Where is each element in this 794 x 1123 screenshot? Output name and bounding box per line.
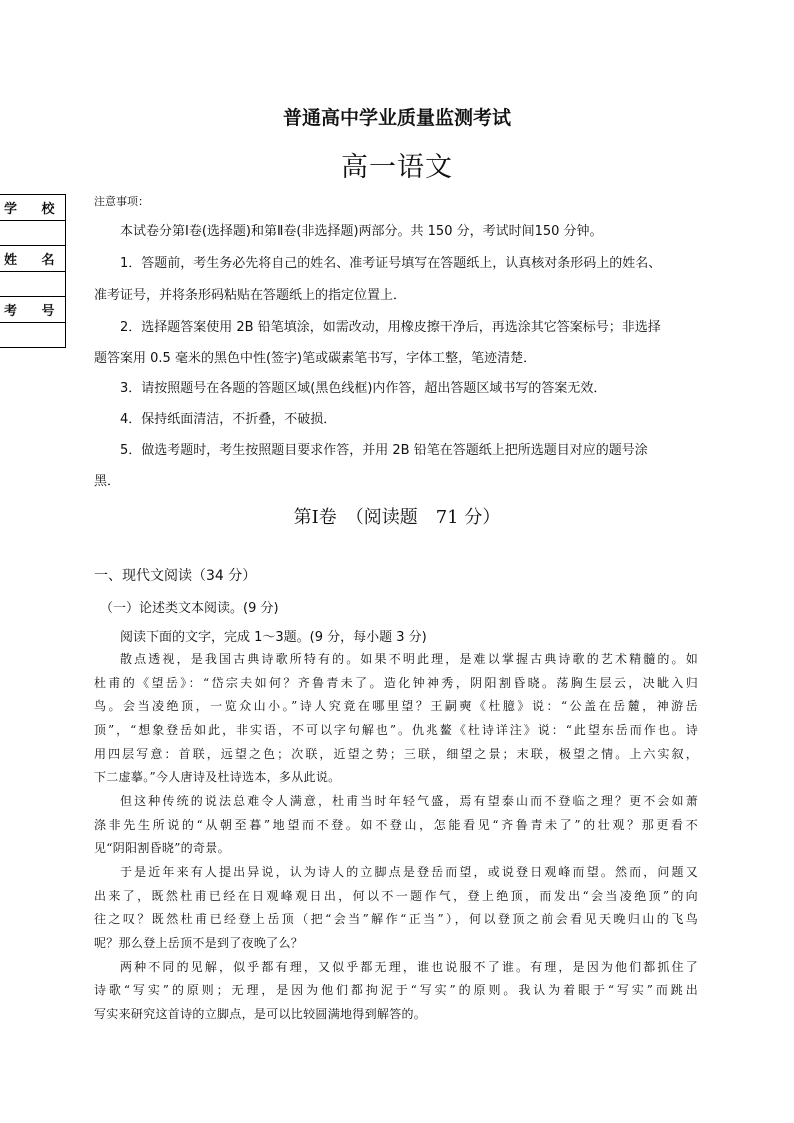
essay-line: 鸟。会当凌绝顶，一览众山小。”诗人究竟在哪里望？王嗣奭《杜臆》说：“公盖在岳麓，神游岳 [94,699,698,713]
notice-item-2-line-1: 2．选择题答案使用 2B 铅笔填涂，如需改动，用橡皮擦干净后，再选涂其它答案标号；非选择 [120,320,661,335]
essay-line: 往之叹？既然杜甫已经登上岳顶（把“会当”解作“正当”），何以登顶之前会看见天晚归山的飞鸟 [94,912,698,926]
notice-item-5-line-2: 黑． [94,474,121,489]
subpart-heading: （一）论述类文本阅读。(9 分) [100,601,279,616]
notice-item-3: 3．请按照题号在各题的答题区域(黑色线框)内作答，超出答题区域书写的答案无效． [120,381,607,396]
essay-line: 杜甫的《望岳》：“岱宗夫如何？齐鲁青未了。造化钟神秀，阴阳割昏晓。荡胸生层云，决眦入归 [94,676,698,690]
school-blank[interactable] [0,220,65,246]
essay-line: 写实来研究这首诗的立脚点，是可以比较圆满地得到解答的。 [94,1007,427,1021]
number-blank[interactable] [0,322,65,348]
notice-item-1-line-2: 准考证号，并将条形码粘贴在答题纸上的指定位置上． [94,288,407,303]
school-label: 学 校 [0,195,65,221]
name-blank[interactable] [0,271,65,297]
notice-intro: 本试卷分第Ⅰ卷(选择题)和第Ⅱ卷(非选择题)两部分。共 150 分，考试时间150 分钟。 [120,224,603,239]
name-label: 姓 名 [0,246,65,272]
essay-line: 下二虚摹。”今人唐诗及杜诗选本，多从此说。 [94,770,341,784]
number-label: 考 号 [0,297,65,323]
essay-line: 散点透视，是我国古典诗歌所特有的。如果不明此理，是难以掌握古典诗歌的艺术精髓的。如 [120,652,698,666]
essay-line: 出来了，既然杜甫已经在日观峰观日出，何以不一题作气，登上绝顶，而发出“会当凌绝顶”的向 [94,889,698,903]
essay-line: 涤非先生所说的“从朝至暮”地望而不登。如不登山，怎能看见“齐鲁青未了”的壮观？那更看不 [94,818,698,832]
essay-line: 见“阴阳割昏晓”的奇景。 [94,841,230,855]
student-info-table [0,194,66,348]
exam-title: 普通高中学业质量监测考试 [282,107,511,129]
notice-heading: 注意事项： [94,195,149,208]
notice-item-2-line-2: 题答案用 0.5 毫米的黑色中性(签字)笔或碳素笔书写，字体工整，笔迹清楚． [94,351,537,366]
notice-item-5-line-1: 5．做选考题时，考生按照题目要求作答，并用 2B 铅笔在答题纸上把所选题目对应的题号涂 [120,443,648,458]
essay-line: 诗歌“写实”的原则；无理，是因为他们都拘泥于“写实”的原则。我认为着眼于“写实”而跳出 [94,983,698,997]
reading-instruction: 阅读下面的文字，完成 1～3题。(9 分，每小题 3 分) [120,630,427,645]
section-title: 第Ⅰ卷 （阅读题 71 分） [293,507,501,528]
essay-line: 呢？那么登上岳顶不是到了夜晚了么？ [94,936,304,950]
part-heading: 一、现代文阅读（34 分） [94,568,257,584]
essay-line: 顶”，“想象登岳如此，非实语，不可以字句解也”。仇兆鳌《杜诗详注》说：“此望东岳而作也。诗 [94,723,698,737]
essay-line: 于是近年来有人提出异说，认为诗人的立脚点是登岳而望，或说登日观峰而望。然而，问题又 [120,865,698,879]
notice-item-1-line-1: 1．答题前，考生务必先将自己的姓名、准考证号填写在答题纸上，认真核对条形码上的姓名、 [120,256,662,271]
essay-line: 但这种传统的说法总难令人满意，杜甫当时年轻气盛，焉有望泰山而不登临之理？更不会如萧 [120,794,698,808]
essay-line: 两种不同的见解，似乎都有理，又似乎都无理，谁也说服不了谁。有理，是因为他们都抓住了 [120,960,698,974]
notice-item-4: 4．保持纸面清洁，不折叠，不破损． [120,412,337,427]
essay-line: 用四层写意：首联，远望之色；次联，近望之势；三联，细望之景；末联，极望之情。上六实叙， [94,747,698,761]
subject-title: 高一语文 [341,152,453,183]
